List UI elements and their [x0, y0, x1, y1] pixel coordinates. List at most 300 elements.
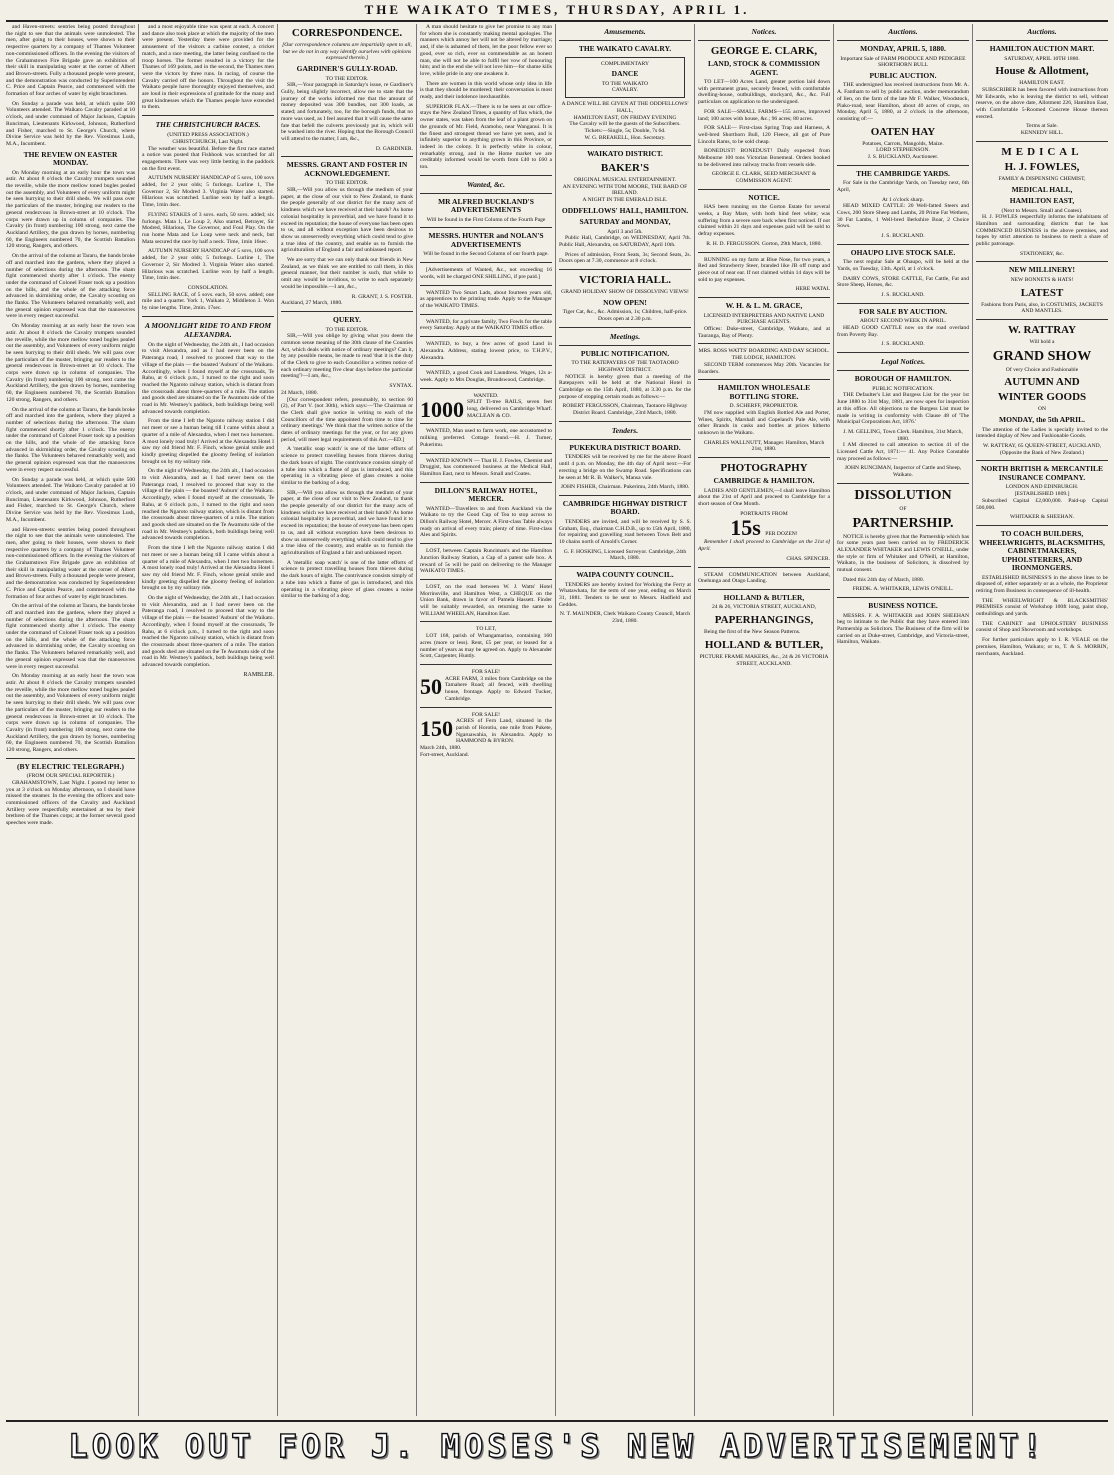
divider — [698, 189, 830, 190]
subheading: HAMILTON EAST, — [1009, 196, 1075, 206]
ad-lost: LOST, between Captain Runciman's and the Hamilton Junction Railway Station, a Cap of a patent safe box. A reward of 5s will be paid on delivering to the Manager WAIKATO TIMES. — [420, 548, 552, 575]
column-7 — [837, 24, 969, 1416]
divider — [559, 439, 691, 440]
column-6 — [698, 24, 830, 1416]
signature: J. S. BUCKLAND, Auctioneer. — [867, 154, 939, 161]
dance-card — [565, 57, 685, 99]
signature: J. M. GELLING, Town Clerk. Hamilton, 31st March, 1880. — [843, 428, 963, 442]
footer-advert-text: LOOK OUT FOR J. MOSES'S NEW ADVERTISEMENT! — [68, 1427, 1046, 1465]
divider — [420, 262, 552, 263]
paragraph: SECOND TERM commences May 20th. Vacancies for Boarders. — [698, 361, 830, 375]
signature: D. GARDINER. — [375, 145, 413, 152]
paragraph: On Monday morning at an early hour the town was astir. At about 8 o'clock the Cavalry trumpets sounded the reveille, while the more mellow toned bugles pealed out the assembly, and Volunteers of every uniform might be seen hurrying to their drill sheds. We will pass over the particulars of the muster, bringing our readers to the general rendezvous in Brown-street at 10 o'clock. The corps were drawn up in column of companies. The Cavalry (in front) numbering 100 strong, next came the Auckland Artillery, the gun drawn by horses, numbering 60, the Engineers numbered 70, the Scottish Battalion 120 strong, Rangers, and others. — [6, 323, 135, 403]
ad-text: ODDFELLOWS' HALL, HAMILTON. — [561, 205, 689, 215]
ad-wanted: WANTED, to buy, a few acres of good Land in Alexandra. Address, stating lowest price, to T.H.P.V., Alexandra. — [420, 341, 552, 361]
divider — [559, 345, 691, 346]
ad-text: LOT 168, parish of Whangamarino, containing 160 acres (more or less). Rent, £5 per year, or leased for a number of years as may be agreed on. Apply to Alexander Scott, Carpenter, Huntly. — [420, 633, 552, 660]
divider — [559, 145, 691, 146]
signature: N. T. MAUNDER, Clerk Waikato County Council, March 23rd, 1880. — [559, 611, 691, 625]
column-rule — [972, 24, 973, 1416]
paragraph: Offices: Duke-street, Cambridge, Waikato, and at Tauranga, Bay of Plenty. — [698, 325, 830, 339]
divider — [420, 285, 552, 286]
paragraph: HEAD GOOD CATTLE now on the road overland from Poverty Bay. — [837, 325, 969, 338]
heading: PHOTOGRAPHY — [720, 462, 808, 475]
paragraph: BONEDUST! BONEDUST! Daily expected from Melbourne 100 tons Victorian Bonemeal. Orders booked to be delivered into railway trucks from vessels side. — [698, 148, 830, 168]
paragraph: A 'metallic soap watch' is one of the latter efforts of science to protect travelling houses from thieves during the dark hours of night. The contrivance consists simply of a tube into which a flame of gas is introduced, and this operating in a vibrating piece of glass creates a noise similar to the barking of a dog. — [281, 559, 413, 600]
paragraph: TENDERS are invited, and will be received by S. S. Graham, Esq., chairman C.H.D.B., up to 15th April, 1880, for repairing and gravelling road between Town Belt and 10 chains north of Arnold's Corner. — [559, 518, 691, 546]
heading: BOROUGH OF HAMILTON. — [854, 374, 952, 384]
heading: WINTER GOODS — [997, 391, 1087, 404]
paragraph: LADIES AND GENTLEMEN,—I shall leave Hamilton about the 21st of April and proceed to Cambridge for a short season of One Month. — [698, 487, 830, 508]
paragraph: THE undersigned has received instructions from Mr. A. A. Fantham to sell by public auction, under memorandum of lien, on the farm of the late Mr F. Walker, Woodstock, Piako-road, near Hamilton, about 40 acres of crops, on Monday, April 5, 1880, at 2 o'clock in the afternoon, consisting of:— — [837, 82, 969, 122]
paragraph: On the arrival of the column at Tararu, the bands broke off and marched into the gardens, where they played a number of selections during the afternoon. The sham fight commenced shortly after 1 o'clock. The enemy under the command of Colonel Fraser took up a position on the hills, and the whole of the attacking force advanced in skirmishing order, the Cavalry scouting on the flanks. The Volunteers behaved remarkably well, and the general opinion expressed was that the manoeuvres were in every respect successful. — [6, 253, 135, 320]
subheading: TO THE EDITOR. — [325, 180, 369, 187]
heading: PUKEKURA DISTRICT BOARD. — [569, 442, 681, 452]
heading: NORTH BRITISH & MERCANTILE INSURANCE COMPANY. — [980, 464, 1104, 482]
card-line: TO THE WAIKATO — [601, 80, 649, 87]
heading: A MOONLIGHT RIDE TO AND FROM ALEXANDRA. — [144, 320, 272, 339]
price-text: 15s — [730, 515, 761, 541]
ad-lost: LOST, on the road between W. J. Watts' Hotel Morrinsville, and Hamilton West, a CHEQUE on the Union Bank, drawn in favor of Pamela Hassett. Finder will be suitably rewarded, on returning the same to WILLIAM WHEELAN, Hamilton East. — [420, 583, 552, 617]
ad-text: April 3 and 5th. — [607, 228, 643, 235]
heading: BUSINESS NOTICE. — [868, 601, 938, 611]
footer-banner — [6, 1420, 1108, 1470]
ad-text: At 1 o'clock sharp. — [881, 196, 925, 203]
subheading: PICTURE FRAME MAKERS, &c., 24 & 26 VICTORIA STREET, AUCKLAND. — [699, 653, 829, 667]
signature: G. F. HOSKING, Licensed Surveyor. Cambridge, 24th March, 1880. — [563, 548, 687, 562]
heading: HAMILTON AUCTION MART. — [989, 44, 1095, 53]
heading: MR ALFRED BUCKLAND'S ADVERTISEMENTS — [438, 196, 534, 215]
divider — [420, 453, 552, 454]
heading: MEDICAL — [1001, 145, 1083, 158]
heading: (BY ELECTRIC TELEGRAPH.) — [17, 761, 124, 771]
divider — [559, 421, 691, 422]
column-1 — [6, 24, 135, 1416]
paragraph: SIR,—Will you allow us through the medium of your paper, at the close of our visit to New Zealand, to thank the people generally of our district for the many acts of kindness which we have received at their hands? As home colonial hospitality is proverbial, and we have found it to exceed its reputation; the house of everyone has been open to us, and all without exception have been desirous to show us unreservedly everything which could tend to give a true idea of the country, and enable us to furnish the agriculturalists of England a fair and unbiassed report. — [281, 187, 413, 254]
divider — [698, 40, 830, 41]
signature: ROBERT FERGUSSON, Chairman, Taotaoro Highway District Board. Cambridge, 23rd March, 1880. — [562, 403, 688, 417]
paragraph: On the arrival of the column at Tararu, the bands broke off and marched into the gardens, where they played a number of selections during the afternoon. The sham fight commenced shortly after 1 o'clock. The enemy under the command of Colonel Fraser took up a position on the hills, and the whole of the attacking force advanced in skirmishing order, the Cavalry scouting on the flanks. The Volunteers behaved remarkably well, and the general opinion expressed was that the manoeuvres were in every respect successful. — [6, 603, 135, 670]
ad-text: A NIGHT IN THE EMERALD ISLE. — [582, 196, 668, 203]
heading: GEORGE E. CLARK, — [710, 45, 818, 57]
paragraph: A 'metallic soap watch' is one of the latter efforts of science to protect travelling houses from thieves during the dark hours of night. The contrivance consists simply of a tube into which a flame of gas is introduced, and this operating in a vibrating piece of glass creates a noise similar to the barking of a dog. — [281, 446, 413, 486]
heading: W. H. & L. M. GRACE, — [725, 301, 803, 311]
heading: DISSOLUTION — [854, 487, 952, 503]
paragraph: HEAD MIXED CATTLE: 20 Well-fatted Steers and Cows, 200 Store Sheep and Lambs, 20 Prime Fat Wethers, 30 Fat Lambs, 1 Well-bred Berkshire Boar, 2 Choice Sows. — [837, 203, 969, 230]
card-line: DANCE — [611, 69, 639, 79]
ad-text: Potatoes, Carrots, Mangolds, Maize. — [862, 140, 944, 147]
signature: FREDK. A. WHITAKER, LEWIS O'NEILL. — [852, 586, 954, 593]
divider — [420, 707, 552, 708]
divider — [559, 40, 691, 41]
heading: THE WAIKATO CAVALRY. — [578, 44, 672, 53]
section-title: Tenders. — [611, 425, 639, 435]
dateline: Fort-street, Auckland. — [420, 751, 469, 758]
signature: WHITAKER & SHEEHAN. — [1009, 514, 1075, 521]
paragraph: TENDERS are hereby invited for Working the Ferry at Whatawhata, for the term of one year, ending on March 31, 1881. Tenders to be sent to Messrs. Hadfield and Geddes. — [559, 581, 691, 608]
divider — [837, 352, 969, 353]
column-rule — [277, 24, 278, 1416]
heading: TO COACH BUILDERS, WHEELWRIGHTS, BLACKSMITHS, CABINETMAKERS, UPHOLSTERERS, AND IRONMONGERS. — [979, 529, 1105, 572]
paragraph: On Sunday a parade was held, at which quite 500 Volunteers attended. The Waikato Cavalry paraded at 10 o'clock, and under command of Major Jackson, Captain Runciman, Lieutenants Kirkwood, Johnson, Rutherford and Fisher, marched to St. George's Church, where Divine Service was held by the Rev. Vicesimus Lush, M.A., Incumbent. — [6, 476, 135, 523]
divider — [142, 115, 274, 116]
subheading: LONDON AND EDINBURGH. — [1005, 484, 1079, 491]
divider — [976, 141, 1108, 142]
paragraph: From the time I left the Ngaroto railway station I did not meet or see a human being till I came within about a quarter of a mile of Alexandra, when I met two horsemen. A most lonely road truly! Arrived at the Alexandra Hotel I saw my old friend Mr. F. Finch, whose genial smile and kindly greeting dispelled the gloomy feeling of isolation brought on by my solitary ride. — [142, 418, 274, 465]
subheading: PUBLIC NOTIFICATION. — [872, 385, 934, 392]
heading: MESSRS. HUNTER and NOLAN'S ADVERTISEMENTS — [428, 231, 544, 249]
paragraph: RUNNING on my farm at Blue Nose, for two years, a Red and Strawberry Steer, branded like JB off rump and piece out of near ear. If not claimed within 14 days will be sold to pay expenses. — [698, 256, 830, 283]
paragraph: SIR,—Will you allow us through the medium of your paper, at the close of our visit to New Zealand, to thank the people generally of our district for the many acts of kindness which we have received at their hands? As home colonial hospitality is proverbial, and we have found it to exceed its reputation; the house of everyone has been open to us, and all without exception have been desirous to show us unreservedly everything which could tend to give a true idea of the country, and enable us to furnish the agriculturalists of England a fair and unbiassed report. — [281, 489, 413, 556]
divider — [698, 589, 830, 590]
ad-text: Fashions from Paris, also, in COSTUMES, JACKETS AND MANTLES. — [981, 301, 1103, 315]
paragraph: There are women in this world whose only idea in life is that they should be murdered; their conversation is most ready, and their indolence inexhaustible. — [420, 80, 552, 101]
heading: THE CHRISTCHURCH RACES. — [155, 120, 261, 130]
signature: J. S. BUCKLAND. — [881, 233, 925, 240]
paragraph: On the night of Wednesday, the 24th alt., I had occasion to visit Alexandra, and as I had never been on the Pateranga road, I resolved to proceed that way to the village of the plain — the boasted 'Auburn' of the Waikato. Accordingly, when I found myself at the crossroads, Te Rahu, at 6 o'clock p.m., I turned to the right and soon reached the Ngaroto railway station, which is distant from the crossroads about three-quarters of a mile. The station and goods shed are situated on the Te Awamutu side of the road in Mr. Westney's paddock, both buildings being well advanced towards completion. — [142, 468, 274, 542]
subheading: SATURDAY, APRIL 10TH 1880. — [1004, 55, 1080, 62]
subheading: (UNITED PRESS ASSOCIATION.) — [167, 132, 249, 139]
paragraph: SIR,—Your paragraph in Saturday's issue, re Gardiner's Gully, being slightly incorrect, allow me to state that the journey of the works informed me that the amount of money deposited was 300 bundles, not 300 loads, as stated; and fortunately, too, for the borough funds, that no more was used, as I feel assured that it will cause the same fate that befell the culverts previously put in, which will be washed into the river. Hoping that the Borough Council will attend to the matter, I am, &c., — [281, 82, 413, 142]
divider — [698, 297, 830, 298]
ad-text: Will be found in the Second Column of our fourth page. — [423, 251, 549, 258]
paragraph: A man should hesitate to give her promise to any man for whom she is constantly making mental apologies. The manners which annoy her will not be altered by marriage; and, if she is ashamed of them, let the poor fellow ever so good, ever so rich, ever so commendable as an honest man, she will not be able to fulfil her vow of honouring him; and in the end she will not love him—for shame kills love, while pride in any one awakens it. — [420, 24, 552, 77]
heading: House & Allotment, — [995, 65, 1089, 78]
paragraph: and a most enjoyable time was spent at each. A concert and dance also took place at which the majority of the men were present. Yesterday there were provided for the amusement of the visitors a carbine contest, a cricket match, and a race meeting, the latter being confined to the troop horses. The former resulted in a victory for the Thames of 169 points, and in the second, the Thames men were the victors by three runs. In racing, of course the Cavalry carried off the honors. Throughout the visit the Waikato people have thoroughly enjoyed themselves, and are loud in their expressions of gratitude for the many and great kindnesses which the Thames people have extended to them. — [142, 24, 274, 111]
masthead-title: THE WAIKATO TIMES, THURSDAY, APRIL 1. — [364, 2, 750, 17]
signature: JOHN FISHER, Chairman. Pukerimu, 24th March, 1880. — [560, 484, 690, 491]
paragraph: THE CABINET and UPHOLSTERY BUSINESS consist of Shop and Showroom and workshops. — [976, 620, 1108, 634]
divider — [837, 303, 969, 304]
divider — [698, 567, 830, 568]
paragraph: ESTABLISHED BUSINESS'S in the above lines to be disposed of, either separately or as a whole, the Proprietor retiring from Business in consequence of ill-health. — [976, 574, 1108, 594]
paragraph: Dated this 24th day of March, 1880. — [843, 576, 925, 583]
heading: MESSRS. GRANT AND FOSTER IN ACKNOWLEDGEMENT. — [286, 160, 408, 178]
paragraph: The attention of the Ladies is specially invited to the intended display of New and Fashionable Goods. — [976, 426, 1108, 440]
subheading: FAMILY & DISPENSING CHEMIST, — [998, 175, 1086, 182]
heading: OHAUPO LIVE STOCK SALE. — [850, 247, 956, 257]
signature: W. RATTRAY, 65 QUEEN-STREET, AUCKLAND, (Opposite the Bank of New Zealand.) — [982, 443, 1102, 456]
signature: SYNTAX. — [389, 383, 413, 390]
ad-text: Prices of admission, Front Seats, 3s; Second Seats, 2s. Doors open at 7.30, commence at 8 o'clock. — [559, 251, 691, 265]
heading: W. RATTRAY — [1007, 324, 1077, 337]
column-rule — [833, 24, 834, 1416]
signature: J. S. BUCKLAND. — [881, 292, 925, 299]
column-rule — [416, 24, 417, 1416]
paragraph: and Haven-streets: sentries being posted throughout the night to see that the animals were unmolested. The men, after going to their houses, were shown to their respective quarters by a company of Thames Volunteer non-commissioned officers. In the evening the visitors of the Grahamstown Fire Brigade gave an exhibition of their skill in manipulating water at the corner of Albert and Brown-streets. Fully a thousand people were present, and the demonstration was conducted by Superintendent C. Price and Captain Pearce, and commenced with the formation of four arches of water by eight branchmen. — [6, 526, 135, 600]
paragraph: On the night of Wednesday, the 24th alt., I had occasion to visit Alexandra, and as I had never been on the Pateranga road, I resolved to proceed that way to the village of the plain — the boasted 'Auburn' of the Waikato. Accordingly, when I found myself at the crossroads, Te Rahu, at 6 o'clock p.m., I turned to the right and soon reached the Ngaroto railway station, which is distant from the crossroads about three-quarters of a mile. The station and goods shed are situated on the Te Awamutu side of the road in Mr. Westney's paddock, both buildings being well advanced towards completion. — [142, 341, 274, 415]
ad-text: Will be found in the First Column of the Fourth Page — [426, 216, 546, 223]
paragraph: SUPERIOR FLAX.—There is to be seen at our office-stays the New Zealand Times, a quantity of flax which, the owner states, was taken from the leaf of a plant grown on the grounds of Mr. Field, Aramoho, near Wanganui. It is the finest and strongest thread we have yet seen, and is infinitely superior to anything grown in this Province, or indeed in the colony. It is perfectly white in colour, remarkably strong, and in the Home market we are creditably informed would be worth from £40 to £60 a ton. — [420, 103, 552, 171]
heading: THE CAMBRIDGE YARDS. — [856, 168, 950, 178]
card-line: CAVALRY. — [612, 87, 638, 94]
ad-wanted: WANTED Two Smart Lads, about fourteen years old, as apprentices to the printing trade. Apply to the Manager of the WAIKATO TIMES. — [420, 289, 552, 309]
subheading: MEDICAL HALL, — [1011, 184, 1073, 194]
ad-text: ACRES of Fern Land, situated in the parish of Horotiu, one mile from Pukete, Ngaruawahia, in Alexandra. Apply to HAMMOND & BYRON. — [456, 718, 552, 745]
subheading: ON — [1037, 406, 1047, 413]
heading: HOLLAND & BUTLER, — [704, 638, 824, 651]
subheading: (FROM OUR SPECIAL REPORTER.) — [26, 773, 115, 780]
paragraph: MESSRS. F. A. WHITAKER and JOHN SHEEHAN beg to intimate to the Public that they have entered into Partnership as Solicitors. The Business of the firm will be carried on at Duke-street, Cambridge, and Victoria-street, Hamilton, Waikato. — [837, 612, 969, 646]
dateline: Auckland, 27 March, 1880. — [281, 300, 343, 307]
paragraph: AUTUMN NURSERY HANDICAP of 5 sovs, 100 sovs added, for 2 year olds; 5 furlongs. Lurline 1, The Governor 2, Sir Modred 3. Virginia Water also started. Hilarious was scratched. Lurline won by half a length. Time, 1min 4sec. — [142, 248, 274, 282]
ad-wanted: WANTED KNOWN — That H. J. Fowles, Chemist and Druggist, has commenced business at the Medical Hall, Hamilton East, next to Messrs. Small and Coates. — [420, 457, 552, 477]
divider — [837, 165, 969, 166]
section-title: Wanted, &c. — [467, 179, 505, 189]
divider — [976, 261, 1108, 262]
paragraph: SELLING RACE, of 5 sovs. each, 50 sovs. added; one mile and a quarter. York 1, Waikato 2, Middleton 3. Won by nine lengths. Time, 2min. 17sec. — [142, 291, 274, 312]
paragraph: I'M now supplied with English Bottled Ale and Porter, Wines, Spirits, Marshall and Copeland's Pale Ale, with other Brands in casks and bottles at prices hitherto unknown in the Waikato. — [698, 409, 830, 437]
ad-wanted: WANTED—Travellers to and from Auckland via the Waikato to try the Good Cup of Tea to stop across to Dillon's Railway Hotel, Mercer. A First-class Table always ready on arrival of every train; plenty of time. First-class Ales and Spirits. — [420, 505, 552, 539]
heading: MRS. ROSS WATTS' BOARDING AND DAY SCHOOL. — [698, 348, 830, 355]
divider — [420, 336, 552, 337]
signature: CHARLES WALLNUTT, Manager. Hamilton, March 21st, 1880. — [703, 439, 825, 453]
ad-text: Tiger Cat, &c., &c. Admission, 1s; Children, half-price. Doors open at 2.30 p.m. — [562, 309, 688, 323]
section-title: Legal Notices. — [880, 357, 926, 367]
divider — [6, 758, 135, 759]
paragraph: For Sale in the Cambridge Yards, on Tuesday next, 6th April, — [837, 180, 969, 193]
ad-text: A DANCE WILL BE GIVEN AT THE ODDFELLOWS' HALL, — [561, 101, 689, 114]
subheading: CONSOLATION. — [187, 284, 229, 291]
ad-wanted: WANTED, for a private family, Two Fowls for the table every Saturday. Apply at the WAIKATO TIMES office. — [420, 318, 552, 332]
section-title: Meetings. — [609, 331, 641, 341]
editorial-note: [Our correspondence columns are impartially open to all, but we do not in any way identify ourselves with opinions expressed therein.] — [282, 42, 412, 62]
paragraph: On the arrival of the column at Tararu, the bands broke off and marched into the gardens, where they played a number of selections during the afternoon. The sham fight commenced shortly after 1 o'clock. The enemy under the command of Colonel Fraser took up a position on the hills, and the whole of the attacking force advanced in skirmishing order, the Cavalry scouting on the flanks. The Volunteers behaved remarkably well, and the general opinion expressed was that the manoeuvres were in every respect successful. — [6, 406, 135, 473]
heading: VICTORIA HALL. — [578, 274, 672, 287]
section-title: Amusements. — [604, 27, 646, 36]
section-title: Auctions. — [1027, 27, 1057, 36]
divider — [698, 343, 830, 344]
subheading: TO THE EDITOR. — [325, 326, 369, 333]
heading: FOR SALE BY AUCTION. — [858, 306, 948, 316]
ad-heading: TO LET, — [476, 626, 496, 633]
subheading: (Next to Messrs. Small and Coates). — [1001, 207, 1083, 214]
card-line: COMPLIMENTARY — [600, 60, 650, 67]
subheading: Important Sale of FARM PRODUCE AND PEDIGREE SHORTHORN BULL — [840, 55, 966, 69]
ad-text: HAMILTON EAST, ON FRIDAY EVENING — [573, 114, 677, 121]
ad-heading: FOR SALE! — [471, 669, 501, 675]
paragraph: HAS been running on the Gorton Estate for several weeks, a Bay Mare, with both hind feet white; was suffering from a severe sore back when first noticed. If not claimed within 21 days and expenses paid will be sold to defray expenses. — [698, 204, 830, 238]
divider — [837, 483, 969, 484]
signature: RAMBLER. — [243, 671, 274, 678]
dateline: 24 March, 1880. — [281, 389, 318, 396]
paragraph: I AM directed to call attention to section 41 of the Licensed Cattle Act, 1871:— 41. Any Police Constable may proceed as follows:— — [837, 442, 969, 462]
heading: PAPERHANGINGS, — [714, 614, 814, 627]
divider — [976, 460, 1108, 461]
signature: JOHN RUNCIMAN, Inspector of Cattle and Sheep, Waikato. — [844, 465, 962, 479]
heading: WAIPA COUNTY COUNCIL. — [576, 570, 674, 580]
divider — [837, 597, 969, 598]
subheading: THE LODGE, HAMILTON. — [731, 355, 797, 362]
newspaper-columns — [6, 24, 1108, 1416]
paragraph: FOR SALE— First-class Spring Trap and Harness, A well-bred Shorthorn Bull, 120 Fleece, all got of Pure Lincoln Rams, to be sold cheap. — [698, 125, 830, 145]
paragraph: H. J. FOWLES respectfully informs the inhabitants of Hamilton and surrounding districts that he has COMMENCED BUSINESS in the above premises, and hopes by strict attention to business to merit a share of public patronage. — [976, 214, 1108, 248]
subheading: ABOUT SECOND WEEK IN APRIL. — [859, 318, 947, 325]
heading: GRAND SHOW — [992, 348, 1092, 364]
paragraph: STEAM COMMUNICATION between Auckland, Onehunga and Otago Landing. — [698, 571, 830, 585]
heading: QUERY. — [332, 315, 361, 324]
subheading: Of very Choice and Fashionable — [1005, 366, 1079, 373]
signature: GEORGE E. CLARK, SEED MERCHANT & COMMISSION AGENT. — [711, 171, 817, 185]
signature: CHAS. SPENCER. — [786, 555, 830, 562]
subheading: TO THE EDITOR. — [325, 75, 369, 82]
dateline: CHRISTCHURCH, Last Night. — [172, 138, 244, 145]
paragraph: [Advertisements of Wanted, &c., not exceeding 16 words, will be charged ONE SHILLING, if pre paid.] — [420, 267, 552, 280]
heading: HAMILTON WHOLESALE BOTTLING STORE. — [717, 383, 811, 401]
paragraph: FLYING STAKES of 3 sovs. each, 50 sovs. added; six furlongs. Mata 1, Le Loup 2, Also started, Betrayer, Sir Modred, Hilarious, The Governor, and Foul Play. On the run home Mata and Le Loup were neck and neck, but Mata secured the race by half a neck. Time, 1min 16sec. — [142, 211, 274, 245]
column-rule — [694, 24, 695, 1416]
section-title: CORRESPONDENCE. — [291, 27, 403, 39]
divider — [559, 566, 691, 567]
divider — [976, 319, 1108, 320]
paragraph: [Our correspondent refers, presumably, to section 60 (2), of Part V. (not 30th), which says:—'The Chairman or the Clerk shall give notice in writing to each of the Councillors of the time appointed from time to time for ordinary meetings.' We think that the written notice of the dates of ordinary meetings for the year, or for any given period, will meet legal requirements of this Act.—ED.] — [281, 396, 413, 443]
ad-big-number: 1000 — [420, 397, 464, 423]
subheading: CAMBRIDGE & HAMILTON. — [713, 476, 815, 486]
ad-heading: WANTED. — [473, 392, 499, 399]
divider — [420, 621, 552, 622]
column-3 — [281, 24, 413, 1416]
heading: H. J. FOWLES, — [1004, 160, 1080, 173]
paragraph: TO LET—100 Acres Land, greater portion laid down with permanent grass, securely fenced, with comfortable dwelling-house, outbuildings, stockyard, &c., &c. Full particulars on application to the undersigned. — [698, 79, 830, 106]
paragraph: Subscribed Capital £2,000,000. Paid-up Capital 500,000. — [976, 497, 1108, 511]
paragraph: The next regular Sale at Ohaupo, will be held at the Yards, on Tuesday, 13th. April, at 1 o'clock. — [837, 259, 969, 273]
subheading: Will hold a — [1029, 339, 1055, 346]
ad-text: PORTRAITS FROM — [740, 510, 788, 517]
column-5 — [559, 24, 691, 1416]
divider — [420, 175, 552, 176]
subheading: 24 & 26, VICTORIA STREET, AUCKLAND, — [711, 604, 817, 611]
paragraph: NOTICE is hereby given that a meeting of the Ratepayers will be held at the National Hotel in Cambridge on the 15th April, 1880, at 3.30 p.m. for the purpose of stopping certain roads as follows:— — [559, 373, 691, 400]
paragraph: For further particulars apply to I. R. VEALE on the premises, Hamilton, Waikato; or to, T. & S. MORRIN, merchants, Auckland. — [976, 637, 1108, 657]
column-4 — [420, 24, 552, 1416]
column-8 — [976, 24, 1108, 1416]
heading: OATEN HAY — [870, 125, 936, 138]
section-title: Notices. — [751, 27, 777, 36]
heading: DILLON'S RAILWAY HOTEL, MERCER. — [434, 485, 538, 504]
subheading: PUBLIC AUCTION. — [869, 70, 937, 80]
paragraph: DAIRY COWS, STORE CATTLE, Fat Cattle, Fat and Store Sheep, Horses, &c. — [837, 275, 969, 289]
ad-text: AN EVENING WITH TOM MOORE, THE BARD OF IRELAND. — [562, 183, 688, 197]
ad-text: STATIONERY, &c. — [1019, 250, 1065, 257]
paragraph: TENDERS will be received by me for the above Board until 4 p.m. on Monday, the 4th day of April next:—For erecting a bridge on the Swamp Road. Specifications can be seen at Mr R. B. Walker's, Mansa vale. — [559, 454, 691, 481]
signature: HERE WATAL — [795, 286, 830, 293]
divider — [837, 370, 969, 371]
ad-wanted: WANTED, Man used to farm work, one accustomed to milking preferred. Cottage found.—H. J. Turner, Pukerimu. — [420, 428, 552, 448]
divider — [976, 525, 1108, 526]
heading: CAMBRIDGE HIGHWAY DISTRICT BOARD. — [562, 498, 688, 517]
divider — [420, 365, 552, 366]
heading: PARTNERSHIP. — [852, 515, 954, 531]
paragraph: and Haven-streets: sentries being posted throughout the night to see that the animals were unmolested. The men, after going to their houses, were shown to their respective quarters by a company of Thames Volunteer non-commissioned officers. In the evening the visitors of the Grahamstown Fire Brigade gave an exhibition of their skill in manipulating water at the corner of Albert and Brown-streets. Fully a thousand people were present, and the demonstration was conducted by Superintendent C. Price and Captain Pearce, and commenced with the formation of four arches of water by eight branchmen. — [6, 24, 135, 98]
paragraph: Being the first of the New Season Patterns. — [704, 629, 801, 636]
heading: WAIKATO DISTRICT. — [587, 149, 663, 159]
heading: PUBLIC NOTIFICATION. — [580, 348, 670, 358]
subheading: [ESTABLISHED 1809.] — [1014, 491, 1070, 498]
heading: GARDINER'S GULLY-ROAD. — [296, 64, 398, 74]
divider — [281, 311, 413, 312]
ad-text: NOW OPEN! — [603, 297, 647, 307]
subheading: TO THE RATEPAYERS OF THE TAOTAORO HIGHWAY DISTRICT. — [571, 360, 679, 373]
divider — [420, 423, 552, 424]
divider — [698, 457, 830, 458]
divider — [420, 482, 552, 483]
divider — [420, 388, 552, 389]
heading: HOLLAND & BUTLER, — [723, 592, 805, 602]
paragraph: The weather was beautiful. Before the first race started a notice was posted that Fishhook was scratched for all engagements. There was very little betting in the paddock on the first event. — [142, 145, 274, 172]
ad-text: PER DOZEN! — [765, 531, 798, 538]
paragraph: THE WHEELWRIGHT & BLACKSMITHS' PREMISES consist of Workshop 100ft long, paint shop, outbuildings and yards. — [976, 597, 1108, 618]
paragraph: AUTUMN NURSERY HANDICAP of 5 sovs, 100 sovs added, for 2 year olds; 5 furlongs. Lurline 1, The Governor 2, Sir Modred 3. Virginia Water also started. Hilarious was scratched. Lurline won by half a length. Time, 1min 4sec. — [142, 175, 274, 209]
column-rule — [555, 24, 556, 1416]
paragraph: NOTICE is hereby given that the Partnership which has for some years past been carried on by FREDERICK ALEXANDER WHITAKER and LEWIS O'NEILL, under the style or firm of Whitaker and O'Neill, at Hamilton, Waikato, in the business of Solicitors, is dissolved by mutual consent. — [837, 533, 969, 574]
divider — [281, 156, 413, 157]
divider — [420, 314, 552, 315]
ad-wanted: WANTED, a good Cook and Laundress. Wages, 12s a-week. Apply to Mrs Douglas, Brundswood, Cambridge. — [420, 370, 552, 383]
ad-text: GRAND HOLIDAY SHOW OF DISSOLVING VIEWS! — [561, 289, 689, 296]
heading: AUTUMN AND — [1004, 376, 1080, 389]
signature: J. S. BUCKLAND. — [881, 341, 925, 348]
divider — [837, 244, 969, 245]
paragraph: SIR,—Will you oblige by giving what you deem the common sense meaning of the 30th clause of the Counties Act, which deals with notice of ordinary meetings? Can it, by any possible means, be made to read 'that it is the duty of the Clerk to give to each Councillor a written notice of each ordinary meeting five clear days before the particular meeting'?—I am, &c., — [281, 333, 413, 380]
paragraph: On Monday morning at an early hour the town was astir. At about 8 o'clock the Cavalry trumpets sounded the reveille, while the more mellow toned bugles pealed out the assembly, and Volunteers of every uniform might be seen hurrying to their drill sheds. We will pass over the particulars of the muster, bringing our readers to the general rendezvous in Brown-street at 10 o'clock. The corps were drawn up in column of companies. The Cavalry (in front) numbering 100 strong, next came the Auckland Artillery, the gun drawn by horses, numbering 60, the Engineers numbered 70, the Scottish Battalion 120 strong, Rangers, and others. — [6, 673, 135, 754]
paragraph: We are sorry that we can only thank our friends in New Zealand, as we think we are entitled to call them, in this general manner, but their number is such, that while to omit any would be invidious, to write to each separately would be impossible.—I am, &c., — [281, 257, 413, 290]
paragraph: On the night of Wednesday, the 24th alt., I had occasion to visit Alexandra, and as I had never been on the Pateranga road, I resolved to proceed that way to the village of the plain — the boasted 'Auburn' of the Waikato. Accordingly, when I found myself at the crossroads, Te Rahu, at 6 o'clock p.m., I turned to the right and soon reached the Ngaroto railway station, which is distant from the crossroads about three-quarters of a mile. The station and goods shed are situated on the Te Awamutu side of the road in Mr. Westney's paddock, both buildings being well advanced towards completion. — [142, 595, 274, 669]
column-rule — [138, 24, 139, 1416]
paragraph: Remember I shall proceed to Cambridge on the 21st of April. — [698, 539, 830, 553]
divider — [698, 379, 830, 380]
divider — [559, 269, 691, 270]
signature: R. H. D. FERGUSSON. Gorton, 29th March, 1880. — [706, 240, 822, 247]
divider — [976, 40, 1108, 41]
ad-big-number: 50 — [420, 673, 442, 699]
heading: NEW MILLINERY! — [1008, 265, 1076, 275]
paragraph: GRAHAMSTOWN, Last Night. I posted my letter to you at 3 o'clock on Monday afternoon, so I should have missed the steamer. In the evening the officers and non-commissioned officers of the Cavalry and Auckland Artillery were respectfully entertained at tea by their brethren of the Thames corps; at the former several good speeches were made. — [6, 779, 135, 827]
divider — [420, 193, 552, 194]
subheading: NEW BONNETS & HATS! — [1010, 276, 1074, 283]
divider — [837, 40, 969, 41]
masthead — [6, 2, 1108, 22]
heading: BAKER'S — [600, 161, 650, 174]
subheading: LAND, STOCK & COMMISSION AGENT. — [708, 59, 820, 77]
ad-text: Tickets:—Single, 5s; Double, 7s 6d. — [584, 127, 666, 134]
paragraph: On Sunday a parade was held, at which quite 500 Volunteers attended. The Waikato Cavalry paraded at 10 o'clock, and under command of Major Jackson, Captain Runciman, Lieutenants Kirkwood, Johnson, Rutherford and Fisher, marched to St. George's Church, where Divine Service was held by the Rev. Vicesimus Lush, M.A., Incumbent. — [6, 100, 135, 147]
divider — [420, 543, 552, 544]
ad-text: ACRE FARM, 3 miles from Cambridge on the Tamahere Road; all fenced, with dwelling house, frontage. Apply to Edward Tucker, Cambridge. — [445, 675, 552, 702]
heading: MONDAY, APRIL 5, 1880. — [860, 44, 946, 53]
divider — [420, 664, 552, 665]
paragraph: From the time I left the Ngaroto railway station I did not meet or see a human being till I came within about a quarter of a mile of Alexandra, when I met two horsemen. A most lonely road truly! Arrived at the Alexandra Hotel I saw my old friend Mr. F. Finch, whose genial smile and kindly greeting dispelled the gloomy feeling of isolation brought on by my solitary ride. — [142, 545, 274, 592]
divider — [420, 579, 552, 580]
signature: R. GRANT, J. S. FOSTER. — [351, 293, 413, 300]
ad-heading: FOR SALE! — [471, 711, 501, 718]
paragraph: SUBSCRIBER has been favored with instructions from Mr Edwards, who is leaving the district to sell, without reserve, on the above date, Allotment 226, Hamilton East, with Comfortable 5-Roomed Concrete House thereon erected. — [976, 86, 1108, 120]
ad-text: SPLIT Ti-tree RAILS, seven feet long, delivered on Cambridge Wharf. MACLEAN & CO. — [467, 399, 552, 419]
subheading: D. SCHERFF, PROPRIETOR. — [729, 403, 799, 410]
heading: NOTICE. — [748, 192, 780, 202]
ad-text: SATURDAY and MONDAY, — [579, 217, 671, 227]
subheading: OF — [899, 505, 907, 512]
ad-text: Terms at Sale. — [1026, 123, 1058, 130]
ad-text: W. G. BREAKELL, Hon. Secretary. — [584, 134, 666, 141]
heading: LATEST — [1020, 286, 1064, 299]
divider — [559, 327, 691, 328]
heading: THE REVIEW ON EASTER MONDAY. — [23, 149, 118, 168]
paragraph: FOR SALE—SMALL FARMS—155 acres, improved land; 100 acres with house, &c.; 96 acres; 80 acres. — [698, 108, 830, 122]
ad-text: The Cavalry will be the guests of the Subscribers. — [569, 121, 681, 128]
signature: KENNEDY HILL. — [1020, 130, 1064, 137]
paragraph: On Monday morning at an early hour the town was astir. At about 8 o'clock the Cavalry trumpets sounded the reveille, while the more mellow toned bugles pealed out the assembly, and Volunteers of every uniform might be seen hurrying to their drill sheds. We will pass over the particulars of the muster, bringing our readers to the general rendezvous in Brown-street at 10 o'clock. The corps were drawn up in column of companies. The Cavalry (in front) numbering 100 strong, next came the Auckland Artillery, the gun drawn by horses, numbering 60, the Engineers numbered 70, the Scottish Battalion 120 strong, Rangers, and others. — [6, 169, 135, 250]
paragraph: THE Defaulter's List and Burgess List for the year 1st June 1880 to 31st May, 1881, are now open for inspection at this office. All objections to the Burgess List must be made in writing in conformity with Clause 48 of 'The Municipal Corporations Act, 1876.' — [837, 392, 969, 426]
